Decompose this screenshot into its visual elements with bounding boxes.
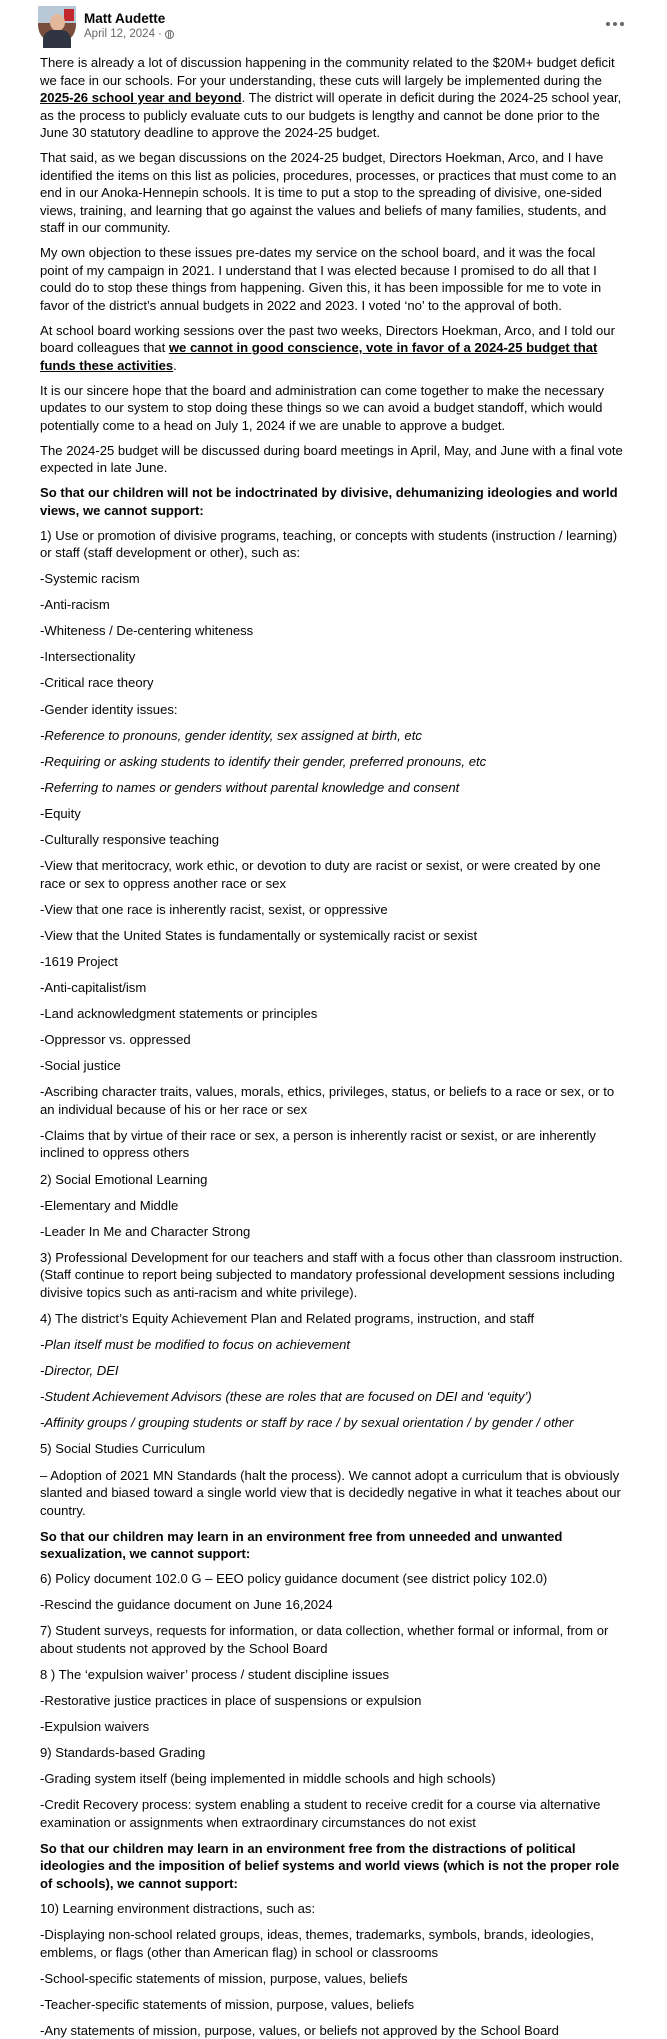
list-item: -Referring to names or genders without parental knowledge and consent (40, 779, 460, 795)
list-item: -View that meritocracy, work ethic, or devotion to duty are racist or sexist, or were created by one race or sex to oppress another race or sex (40, 858, 601, 891)
list-item: -Student Achievement Advisors (these are roles that are focused on DEI and ‘equity’) (40, 1389, 532, 1405)
list-item: -Systemic racism (40, 571, 140, 587)
list-item: 1) Use or promotion of divisive programs, teaching, or concepts with students (instruction / learning) or staff (staff development or other), such as: (40, 527, 618, 560)
list-item: -Ascribing character traits, values, morals, ethics, privileges, status, or beliefs to a race or sex, or to an individual because of his or her race or sex (40, 1084, 615, 1117)
section-3-heading: So that our children may learn in an environment free from the distractions of political ideologies and the imposition of belief systems and world views (which is not the proper role of schools), we cannot support: (40, 1840, 620, 1891)
globe-icon[interactable] (165, 30, 174, 39)
intro-paragraph-1: There is already a lot of discussion happening in the community related to the $20M+ budget deficit we face in our schools. For your understanding, these cuts will largely be implemented during the 2025-26 school year and beyond. The district will operate in deficit during the 2024-25 school year, as the process to publicly evaluate cuts to our budgets is lengthy and cannot be done prior to the June 30 statutory deadline to approve the 2024-25 budget. (40, 55, 622, 140)
list-item: -Rescind the guidance document on June 16,2024 (40, 1597, 333, 1613)
post-date-row (84, 27, 174, 42)
list-item: – Adoption of 2021 MN Standards (halt the process). We cannot adopt a curriculum that is obviously slanted and biased toward a single world view that is decidedly negative in what it teaches about our country. (40, 1467, 621, 1518)
list-item: -Director, DEI (40, 1363, 119, 1379)
section-1-list (40, 527, 627, 1520)
section-3-list (40, 1900, 627, 2039)
underlined-phrase: 2025-26 school year and beyond (40, 90, 242, 105)
date-separator: · (157, 28, 162, 40)
list-item: -Critical race theory (40, 675, 154, 691)
post-body (0, 48, 667, 2039)
list-item: -Displaying non-school related groups, ideas, themes, trademarks, symbols, brands, ideologies, emblems, or flags (other than American flag) in school or classrooms (40, 1927, 594, 1960)
list-item: -Whiteness / De-centering whiteness (40, 623, 254, 639)
list-item: 9) Standards-based Grading (40, 1745, 206, 1761)
list-item: -Leader In Me and Character Strong (40, 1223, 251, 1239)
list-item: -Oppressor vs. oppressed (40, 1032, 191, 1048)
list-item: -Anti-racism (40, 597, 110, 613)
list-item: -View that one race is inherently racist, sexist, or oppressive (40, 901, 388, 917)
post-header (0, 4, 667, 48)
post-meta (84, 10, 174, 42)
list-item: -Affinity groups / grouping students or staff by race / by sexual orientation / by gender / other (40, 1415, 574, 1431)
list-item: 2) Social Emotional Learning (40, 1171, 208, 1187)
list-item: 3) Professional Development for our teachers and staff with a focus other than classroom instruction. (Staff continue to report being subjected to mandatory professional development sessions including divisive topics such as anti-racism and white privilege). (40, 1249, 623, 1300)
list-item: -Requiring or asking students to identify their gender, preferred pronouns, etc (40, 753, 487, 769)
list-item: -Equity (40, 805, 81, 821)
post-date[interactable]: April 12, 2024 (84, 28, 155, 40)
section-2-heading: So that our children may learn in an environment free from unneeded and unwanted sexualization, we cannot support: (40, 1528, 563, 1562)
avatar[interactable] (38, 6, 76, 44)
author-name[interactable]: Matt Audette (84, 11, 166, 26)
intro-paragraph-3: My own objection to these issues pre-dates my service on the school board, and it was the focal point of my campaign in 2021. I understand that I was elected because I promised to do all that I could do to stop these things from happening. Given this, it has been impossible for me to vote in favor of the district’s annual budgets in 2022 and 2023. I voted ‘no’ to the approval of both. (40, 245, 602, 313)
more-options-icon[interactable] (603, 14, 627, 34)
list-item: -Social justice (40, 1058, 121, 1074)
list-item: -Any statements of mission, purpose, values, or beliefs not approved by the School Board (40, 2022, 559, 2038)
list-item: -Expulsion waivers (40, 1719, 150, 1735)
section-1-heading: So that our children will not be indoctrinated by divisive, dehumanizing ideologies and world views, we cannot support: (40, 485, 618, 518)
intro-paragraph-4: At school board working sessions over the past two weeks, Directors Hoekman, Arco, and I told our board colleagues that we cannot in good conscience, vote in favor of a 2024-25 budget that funds these activities. (40, 322, 615, 373)
list-item: -Reference to pronouns, gender identity, sex assigned at birth, etc (40, 727, 422, 743)
list-item: -Restorative justice practices in place of suspensions or expulsion (40, 1692, 422, 1708)
list-item: 5) Social Studies Curriculum (40, 1441, 206, 1457)
list-item: -View that the United States is fundamentally or systemically racist or sexist (40, 927, 478, 943)
list-item: 7) Student surveys, requests for information, or data collection, whether formal or informal, from or about students not approved by the School Board (40, 1623, 609, 1656)
underlined-phrase: we cannot in good conscience, vote in favor of a 2024-25 budget that funds these activities (40, 340, 598, 373)
list-item: -Land acknowledgment statements or principles (40, 1006, 318, 1022)
list-item: 8 ) The ‘expulsion waiver’ process / student discipline issues (40, 1666, 390, 1682)
list-item: -Teacher-specific statements of mission, purpose, values, beliefs (40, 1996, 415, 2012)
list-item: 6) Policy document 102.0 G – EEO policy guidance document (see district policy 102.0) (40, 1571, 548, 1587)
list-item: -Plan itself must be modified to focus on achievement (40, 1337, 351, 1353)
list-item: -Grading system itself (being implemented in middle schools and high schools) (40, 1771, 496, 1787)
list-item: 4) The district’s Equity Achievement Plan and Related programs, instruction, and staff (40, 1310, 535, 1326)
list-item: 10) Learning environment distractions, such as: (40, 1900, 316, 1916)
list-item: -Credit Recovery process: system enabling a student to receive credit for a course via alternative examination or assignments when extraordinary circumstances do not exist (40, 1797, 601, 1830)
intro-paragraph-5: It is our sincere hope that the board and administration can come together to make the necessary updates to our system to stop doing these things so we can avoid a budget standoff, which would potentially come to a head on July 1, 2024 if we are unable to approve a budget. (40, 382, 605, 433)
list-item: -Claims that by virtue of their race or sex, a person is inherently racist or sexist, or are inherently inclined to oppress others (40, 1127, 596, 1161)
list-item: -Gender identity issues: (40, 701, 178, 717)
list-item: -School-specific statements of mission, purpose, values, beliefs (40, 1970, 408, 1986)
list-item: -Anti-capitalist/ism (40, 980, 147, 995)
list-item: -Elementary and Middle (40, 1197, 179, 1213)
intro-paragraph-2: That said, as we began discussions on the 2024-25 budget, Directors Hoekman, Arco, and I have identified the items on this list as policies, procedures, processes, or practices that must come to an end in our Anoka-Hennepin schools. It is time to put a stop to the spreading of divisive, one-sided views, training, and learning that go against the values and beliefs of many families, students, and staff in our community. (40, 150, 617, 235)
section-2-list (40, 1570, 627, 1831)
intro-paragraph-6: The 2024-25 budget will be discussed during board meetings in April, May, and June with a final vote expected in late June. (40, 442, 623, 475)
list-item: -1619 Project (40, 953, 118, 969)
list-item: -Intersectionality (40, 649, 136, 665)
list-item: -Culturally responsive teaching (40, 832, 220, 848)
